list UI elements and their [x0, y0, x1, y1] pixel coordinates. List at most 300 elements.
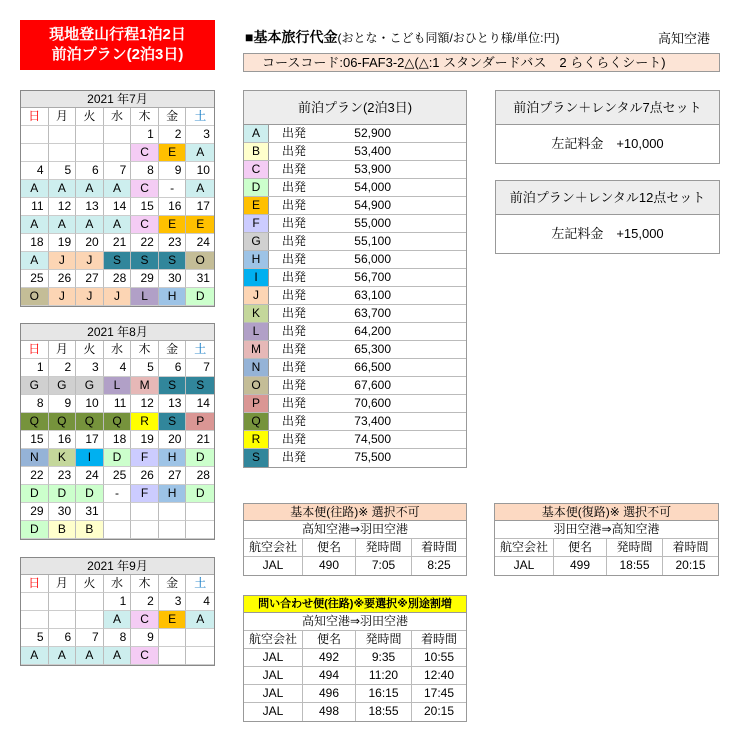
price-code-cell: - [159, 180, 187, 198]
weekday-label: 金 [159, 575, 187, 593]
price-row [244, 359, 466, 377]
price-code: D [244, 179, 269, 196]
date-number: 15 [21, 431, 49, 449]
price-row [244, 161, 466, 179]
date-number [21, 126, 49, 144]
date-number: 13 [76, 198, 104, 216]
price-code-cell: A [21, 647, 49, 665]
calendar-month-title: 2021 年9月 [21, 558, 214, 575]
flight-column-header: 発時間 [607, 539, 663, 557]
depart-label: 出発 [281, 432, 306, 446]
depart-label: 出発 [281, 306, 306, 320]
price-code-cell: C [131, 216, 159, 234]
price-code-cell: J [76, 252, 104, 270]
date-number: 4 [21, 162, 49, 180]
price-row [244, 251, 466, 269]
date-number: 22 [131, 234, 159, 252]
price-code-cell: D [21, 521, 49, 539]
date-number [186, 629, 214, 647]
flight-cell: 9:35 [356, 649, 412, 667]
date-number: 10 [76, 395, 104, 413]
price-code-cell: S [159, 252, 187, 270]
flight-grid [244, 631, 466, 721]
date-number: 10 [186, 162, 214, 180]
flight-cell: 18:55 [607, 557, 663, 575]
price-code-cell: A [49, 216, 77, 234]
price-code-cell [21, 611, 49, 629]
depart-label: 出発 [281, 234, 306, 248]
flight-cell: JAL [244, 685, 303, 703]
flight-cell: 496 [303, 685, 356, 703]
price-code-cell: M [131, 377, 159, 395]
price-code-cell: S [186, 377, 214, 395]
weekday-label: 土 [186, 108, 214, 126]
date-number: 28 [104, 270, 132, 288]
price-code-cell: C [131, 647, 159, 665]
date-number: 30 [159, 270, 187, 288]
price-code-cell: H [159, 485, 187, 503]
date-number: 30 [49, 503, 77, 521]
flight-cell: 16:15 [356, 685, 412, 703]
flight-column-header: 便名 [303, 631, 356, 649]
flight-cell: 490 [303, 557, 356, 575]
price-row [244, 341, 466, 359]
date-number [159, 629, 187, 647]
calendar-month-title: 2021 年7月 [21, 91, 214, 108]
price-code-cell: A [186, 611, 214, 629]
flight-cell: JAL [244, 703, 303, 721]
price-code-cell [159, 521, 187, 539]
price-code-cell: A [76, 647, 104, 665]
date-number: 2 [159, 126, 187, 144]
flight-cell: 498 [303, 703, 356, 721]
flight-column-header: 着時間 [412, 631, 466, 649]
date-number: 23 [49, 467, 77, 485]
price-code-cell: J [49, 288, 77, 306]
flight-cell: 10:55 [412, 649, 466, 667]
depart-label: 出発 [281, 342, 306, 356]
date-number: 7 [104, 162, 132, 180]
date-number: 26 [131, 467, 159, 485]
price-code-cell: B [76, 521, 104, 539]
price-code-cell: D [186, 449, 214, 467]
price-code-cell: L [131, 288, 159, 306]
option-price-text: 左記料金 +10,000 [551, 136, 664, 151]
date-number: 11 [21, 198, 49, 216]
price-code-row [21, 413, 214, 431]
date-number: 25 [104, 467, 132, 485]
weekday-label: 土 [186, 341, 214, 359]
date-number [104, 503, 132, 521]
price-value: 53,400 [354, 144, 391, 158]
price-value: 67,600 [354, 378, 391, 392]
date-number: 16 [49, 431, 77, 449]
date-number: 20 [76, 234, 104, 252]
date-number: 21 [186, 431, 214, 449]
date-row [21, 431, 214, 449]
price-code-cell: Q [76, 413, 104, 431]
depart-label: 出発 [281, 378, 306, 392]
flight-cell: JAL [244, 557, 303, 575]
date-number: 8 [21, 395, 49, 413]
price-value: 54,000 [354, 180, 391, 194]
price-code: R [244, 431, 269, 448]
price-code-cell: A [104, 611, 132, 629]
date-number: 14 [186, 395, 214, 413]
price-code: F [244, 215, 269, 232]
flight-cell: 20:15 [423, 704, 455, 718]
flight-cell: 492 [303, 649, 356, 667]
date-number: 17 [186, 198, 214, 216]
flight-cell: 8:25 [427, 558, 451, 572]
date-number: 22 [21, 467, 49, 485]
date-number: 1 [131, 126, 159, 144]
weekday-label: 火 [76, 341, 104, 359]
weekday-label: 月 [49, 575, 77, 593]
price-code-cell: A [21, 180, 49, 198]
flight-cell: 17:45 [412, 685, 466, 703]
weekday-label: 水 [104, 108, 132, 126]
price-code-row [21, 611, 214, 629]
price-code: L [244, 323, 269, 340]
date-number: 4 [186, 593, 214, 611]
date-number: 1 [104, 593, 132, 611]
flight-cell: JAL [244, 649, 303, 667]
weekday-label: 火 [76, 108, 104, 126]
price-row [244, 197, 466, 215]
depart-label: 出発 [281, 360, 306, 374]
date-number: 23 [159, 234, 187, 252]
price-value: 70,600 [354, 396, 391, 410]
price-value: 75,500 [354, 450, 391, 464]
calendar-august [20, 323, 215, 540]
price-row [244, 143, 466, 161]
price-code-cell: A [49, 647, 77, 665]
price-code-cell: A [49, 180, 77, 198]
price-code-cell [104, 144, 132, 162]
price-code-cell: C [131, 611, 159, 629]
price-code-row [21, 144, 214, 162]
price-value: 52,900 [354, 126, 391, 140]
date-number: 1 [21, 359, 49, 377]
price-value: 66,500 [354, 360, 391, 374]
price-code-cell: - [104, 485, 132, 503]
price-value: 53,900 [354, 162, 391, 176]
inquiry-flight-table [243, 595, 467, 722]
return-basic-flight-table [494, 503, 719, 576]
date-number: 20 [159, 431, 187, 449]
flight-cell: 7:05 [356, 557, 412, 575]
price-value: 55,000 [354, 216, 391, 230]
plan-title-line2: 前泊プラン(2泊3日) [51, 46, 184, 63]
price-code-cell: G [76, 377, 104, 395]
date-number: 29 [131, 270, 159, 288]
depart-label: 出発 [281, 180, 306, 194]
price-code-cell: C [131, 180, 159, 198]
price-code-cell: A [76, 180, 104, 198]
rate-heading-note: (おとな・こども同額/おひとり様/単位:円) [337, 31, 560, 45]
date-row [21, 395, 214, 413]
weekday-label: 月 [49, 341, 77, 359]
date-row [21, 198, 214, 216]
flight-column-header: 発時間 [356, 539, 412, 557]
price-row [244, 413, 466, 431]
price-code-cell [104, 521, 132, 539]
price-value: 63,100 [354, 288, 391, 302]
price-code: Q [244, 413, 269, 430]
price-code-cell [131, 521, 159, 539]
price-code-cell: N [21, 449, 49, 467]
outbound-basic-flight-table [243, 503, 467, 576]
plan-title-line1: 現地登山行程1泊2日 [49, 26, 186, 43]
price-code-cell: A [104, 647, 132, 665]
date-row [21, 126, 214, 144]
weekday-label: 土 [186, 575, 214, 593]
depart-label: 出発 [281, 450, 306, 464]
flight-column-header: 発時間 [356, 631, 412, 649]
price-code: H [244, 251, 269, 268]
price-value: 56,000 [354, 252, 391, 266]
departure-airport: 高知空港 [658, 31, 711, 46]
price-code: J [244, 287, 269, 304]
depart-label: 出発 [281, 144, 306, 158]
price-code: N [244, 359, 269, 376]
rate-heading [245, 27, 559, 47]
price-code: K [244, 305, 269, 322]
price-code-cell: A [76, 216, 104, 234]
rental-7-option [495, 90, 720, 164]
price-code: C [244, 161, 269, 178]
price-code-cell [76, 144, 104, 162]
price-code-row [21, 449, 214, 467]
price-code: A [244, 125, 269, 142]
depart-label: 出発 [281, 162, 306, 176]
date-number [76, 126, 104, 144]
price-code-cell: J [49, 252, 77, 270]
price-row [244, 395, 466, 413]
date-number: 9 [49, 395, 77, 413]
price-code-cell: L [104, 377, 132, 395]
flight-column-header: 航空会社 [495, 539, 554, 557]
price-code-row [21, 377, 214, 395]
date-number [49, 593, 77, 611]
weekday-label: 木 [131, 575, 159, 593]
date-number [131, 503, 159, 521]
price-code-row [21, 216, 214, 234]
date-number: 14 [104, 198, 132, 216]
price-code-cell: D [49, 485, 77, 503]
flight-table-title: 基本便(復路)※ 選択不可 [495, 504, 718, 521]
date-row [21, 503, 214, 521]
date-number: 2 [49, 359, 77, 377]
weekday-header-row [21, 575, 214, 593]
price-row [244, 269, 466, 287]
price-row [244, 179, 466, 197]
date-number: 19 [131, 431, 159, 449]
price-code-cell: J [104, 288, 132, 306]
weekday-label: 木 [131, 341, 159, 359]
price-code: G [244, 233, 269, 250]
price-row [244, 215, 466, 233]
price-value: 63,700 [354, 306, 391, 320]
price-code-row [21, 180, 214, 198]
price-code-cell: O [21, 288, 49, 306]
date-number: 27 [159, 467, 187, 485]
price-code-cell: P [186, 413, 214, 431]
date-number: 25 [21, 270, 49, 288]
price-code-cell: S [104, 252, 132, 270]
price-code-cell: Q [104, 413, 132, 431]
flight-column-header: 着時間 [412, 539, 466, 557]
price-value: 74,500 [354, 432, 391, 446]
price-row [244, 377, 466, 395]
price-code-cell [49, 144, 77, 162]
price-code-cell: D [104, 449, 132, 467]
price-code-row [21, 521, 214, 539]
price-code-cell: A [104, 180, 132, 198]
option-title: 前泊プラン＋レンタル7点セット [496, 91, 719, 125]
date-row [21, 234, 214, 252]
date-number: 5 [131, 359, 159, 377]
price-code: B [244, 143, 269, 160]
price-row [244, 323, 466, 341]
price-code: P [244, 395, 269, 412]
date-number: 26 [49, 270, 77, 288]
date-number: 24 [76, 467, 104, 485]
price-table-title: 前泊プラン(2泊3日) [244, 91, 466, 125]
plan-title-box [20, 20, 215, 70]
price-code-cell: B [49, 521, 77, 539]
price-code: M [244, 341, 269, 358]
date-number [186, 503, 214, 521]
date-number: 18 [21, 234, 49, 252]
depart-label: 出発 [281, 216, 306, 230]
flight-cell: 494 [303, 667, 356, 685]
flight-column-header: 着時間 [663, 539, 718, 557]
price-code: S [244, 449, 269, 467]
price-code-cell: G [49, 377, 77, 395]
flight-route: 高知空港⇒羽田空港 [244, 613, 466, 631]
date-row [21, 629, 214, 647]
price-code-cell: I [76, 449, 104, 467]
depart-label: 出発 [281, 324, 306, 338]
price-code-cell: E [159, 144, 187, 162]
price-code-cell: F [131, 485, 159, 503]
date-number: 9 [131, 629, 159, 647]
price-code-cell [186, 647, 214, 665]
depart-label: 出発 [281, 126, 306, 140]
course-code-bar: コースコード:06-FAF3-2△(△:1 スタンダードバス 2 らくらくシート) [243, 53, 720, 72]
date-number: 7 [186, 359, 214, 377]
price-code-cell: O [186, 252, 214, 270]
price-row [244, 233, 466, 251]
price-code-cell: A [186, 180, 214, 198]
price-code-cell: D [186, 485, 214, 503]
flight-cell: 12:40 [412, 667, 466, 685]
flight-grid [244, 539, 466, 575]
price-code-cell: G [21, 377, 49, 395]
price-code-cell: R [131, 413, 159, 431]
price-code-row [21, 485, 214, 503]
price-row [244, 431, 466, 449]
date-number: 5 [49, 162, 77, 180]
date-number: 6 [76, 162, 104, 180]
price-code-cell: C [131, 144, 159, 162]
option-title: 前泊プラン＋レンタル12点セット [496, 181, 719, 215]
date-number: 3 [159, 593, 187, 611]
date-number: 21 [104, 234, 132, 252]
price-code-cell: H [159, 288, 187, 306]
price-code-cell: E [186, 216, 214, 234]
flight-column-header: 便名 [303, 539, 356, 557]
price-code-cell [76, 611, 104, 629]
price-code-row [21, 288, 214, 306]
option-price-text: 左記料金 +15,000 [551, 226, 664, 241]
price-code-cell [186, 521, 214, 539]
price-value: 65,300 [354, 342, 391, 356]
price-code: E [244, 197, 269, 214]
weekday-header-row [21, 108, 214, 126]
price-code-cell: A [104, 216, 132, 234]
price-code-row [21, 252, 214, 270]
price-code-cell [159, 647, 187, 665]
weekday-label: 日 [21, 341, 49, 359]
flight-cell: 18:55 [356, 703, 412, 721]
calendar-july [20, 90, 215, 307]
date-number: 4 [104, 359, 132, 377]
price-code: O [244, 377, 269, 394]
rate-heading-title: ■基本旅行代金 [245, 29, 338, 45]
price-code-cell: D [186, 288, 214, 306]
date-number: 27 [76, 270, 104, 288]
price-code-cell: D [21, 485, 49, 503]
price-value: 64,200 [354, 324, 391, 338]
date-number [159, 503, 187, 521]
weekday-label: 金 [159, 108, 187, 126]
date-number: 29 [21, 503, 49, 521]
flight-table-title: 問い合わせ便(往路)※要選択※別途割増 [244, 596, 466, 613]
flight-column-header: 航空会社 [244, 539, 303, 557]
price-code-cell: H [159, 449, 187, 467]
flight-column-header: 航空会社 [244, 631, 303, 649]
flight-cell: 11:20 [356, 667, 412, 685]
price-code: I [244, 269, 269, 286]
price-row [244, 287, 466, 305]
price-code-cell [49, 611, 77, 629]
date-number: 24 [186, 234, 214, 252]
date-number [76, 593, 104, 611]
price-code-cell: S [159, 377, 187, 395]
price-code-cell: F [131, 449, 159, 467]
flight-cell: 20:15 [675, 558, 706, 572]
rental-12-option [495, 180, 720, 254]
depart-label: 出発 [281, 396, 306, 410]
price-value: 73,400 [354, 414, 391, 428]
flight-grid [495, 539, 718, 575]
weekday-label: 月 [49, 108, 77, 126]
price-code-cell: Q [21, 413, 49, 431]
price-code-cell: D [76, 485, 104, 503]
weekday-label: 金 [159, 341, 187, 359]
depart-label: 出発 [281, 270, 306, 284]
price-table [243, 90, 467, 468]
flight-cell: 499 [554, 557, 607, 575]
date-row [21, 467, 214, 485]
date-number [49, 126, 77, 144]
price-value: 54,900 [354, 198, 391, 212]
date-number: 18 [104, 431, 132, 449]
price-code-cell: K [49, 449, 77, 467]
